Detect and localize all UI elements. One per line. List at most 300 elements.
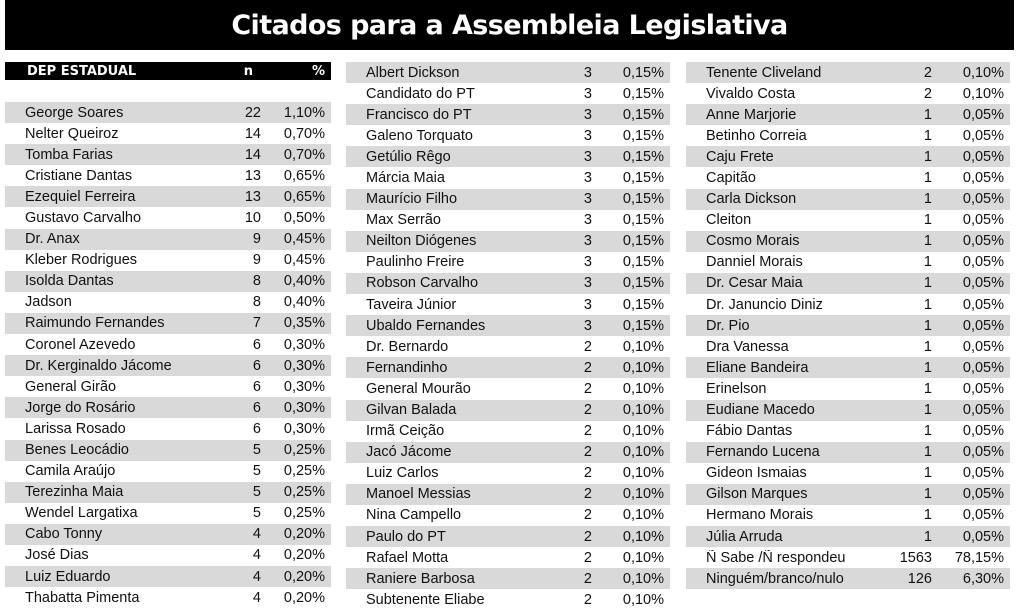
candidate-name: Ezequiel Ferreira	[25, 188, 136, 205]
candidate-name: Larissa Rosado	[25, 420, 126, 437]
table-rows	[5, 102, 331, 608]
candidate-name: Cleiton	[706, 212, 752, 229]
percent-value: 0,20%	[283, 547, 325, 564]
percent-value: 0,05%	[962, 402, 1004, 418]
percent-value: 0,20%	[283, 568, 325, 585]
candidate-name: Dr. Anax	[25, 231, 80, 248]
percent-value: 0,05%	[962, 338, 1004, 355]
table-row	[346, 294, 670, 315]
candidate-name: Dr. Cesar Maia	[706, 275, 803, 292]
candidate-name: Max Serrão	[366, 212, 441, 229]
candidate-name: Getúlio Rêgo	[366, 148, 451, 165]
table-row	[5, 440, 331, 461]
count-value: 3	[583, 233, 592, 250]
count-value: 1	[923, 423, 932, 440]
table-row	[346, 378, 670, 399]
candidate-name: Caju Frete	[706, 148, 774, 165]
table-row	[5, 229, 331, 250]
count-value: 6	[252, 378, 261, 395]
candidate-name: Danniel Morais	[706, 254, 803, 271]
count-value: 6	[252, 357, 261, 374]
candidate-name: Manoel Messias	[366, 486, 471, 503]
count-value: 1	[923, 317, 932, 334]
candidate-name: Maurício Filho	[366, 191, 458, 208]
table-row	[346, 526, 670, 547]
percent-value: 0,15%	[622, 148, 664, 165]
count-value: 2	[583, 380, 592, 397]
table-rows	[346, 62, 670, 610]
table-row	[5, 144, 331, 165]
count-value: 3	[583, 296, 592, 313]
percent-value: 0,10%	[622, 359, 664, 376]
count-value: 2	[583, 444, 592, 461]
percent-value: 0,30%	[283, 336, 325, 353]
header-pct: %	[311, 63, 325, 79]
candidate-name: Raniere Barbosa	[366, 570, 475, 587]
page-title: Citados para a Assembleia Legislativa	[5, 0, 1014, 50]
table-row	[346, 62, 670, 83]
percent-value: 0,15%	[622, 212, 664, 229]
candidate-name: Paulinho Freire	[366, 254, 465, 271]
percent-value: 0,05%	[962, 317, 1004, 334]
candidate-name: Kleber Rodrigues	[25, 252, 138, 269]
count-value: 4	[252, 547, 261, 564]
candidate-name: Ubaldo Fernandes	[366, 317, 486, 334]
count-value: 3	[583, 169, 592, 186]
percent-value: 0,15%	[622, 169, 664, 186]
percent-value: 0,05%	[962, 191, 1004, 208]
table-row	[5, 123, 331, 144]
percent-value: 0,20%	[283, 526, 325, 543]
table-row	[5, 461, 331, 482]
candidate-name: Subtenente Eliabe	[366, 591, 485, 608]
count-value: 1563	[899, 549, 932, 566]
percent-value: 0,05%	[962, 254, 1004, 271]
count-value: 3	[583, 275, 592, 292]
count-value: 3	[583, 106, 592, 123]
count-value: 2	[583, 528, 592, 545]
percent-value: 0,05%	[962, 444, 1004, 461]
header-n: n	[243, 63, 253, 79]
table-row	[686, 104, 1010, 125]
table-row	[686, 83, 1010, 104]
percent-value: 0,25%	[283, 484, 325, 501]
count-value: 1	[923, 359, 932, 376]
candidate-name: Raimundo Fernandes	[25, 315, 165, 332]
percent-value: 0,15%	[622, 85, 664, 102]
percent-value: 0,45%	[283, 252, 325, 269]
percent-value: 0,10%	[622, 570, 664, 587]
candidate-name: Coronel Azevedo	[25, 336, 136, 353]
table-row	[5, 587, 331, 608]
candidate-name: Eudiane Macedo	[706, 402, 815, 418]
table-row	[686, 231, 1010, 252]
table-row	[346, 357, 670, 378]
table-row	[5, 545, 331, 566]
candidate-name: General Girão	[25, 378, 117, 395]
count-value: 1	[923, 212, 932, 229]
table-row	[346, 189, 670, 210]
table-row	[686, 146, 1010, 167]
count-value: 5	[252, 484, 261, 501]
candidate-name: Hermano Morais	[706, 507, 814, 524]
table-row	[686, 421, 1010, 442]
table-row	[5, 524, 331, 545]
candidate-name: Dra Vanessa	[706, 338, 789, 355]
count-value: 4	[252, 589, 261, 606]
candidate-name: Candidato do PT	[366, 85, 475, 102]
count-value: 1	[923, 254, 932, 271]
candidate-name: Capitão	[706, 169, 756, 186]
percent-value: 0,05%	[962, 528, 1004, 545]
percent-value: 0,20%	[283, 589, 325, 606]
count-value: 3	[583, 127, 592, 144]
candidate-name: Anne Marjorie	[706, 106, 797, 123]
candidate-name: Dr. Kerginaldo Jácome	[25, 357, 172, 374]
candidate-name: Dr. Bernardo	[366, 338, 449, 355]
percent-value: 1,10%	[283, 104, 325, 121]
candidate-name: Tomba Farias	[25, 146, 113, 163]
percent-value: 0,15%	[622, 191, 664, 208]
count-value: 10	[244, 209, 261, 226]
percent-value: 0,10%	[622, 465, 664, 482]
percent-value: 0,15%	[622, 233, 664, 250]
percent-value: 0,05%	[962, 296, 1004, 313]
candidate-name: Fernandinho	[366, 359, 448, 376]
count-value: 2	[923, 64, 932, 81]
count-value: 9	[252, 252, 261, 269]
candidate-name: Rafael Motta	[366, 549, 449, 566]
table-row	[346, 505, 670, 526]
count-value: 6	[252, 399, 261, 416]
count-value: 2	[583, 549, 592, 566]
table-row	[686, 273, 1010, 294]
percent-value: 0,25%	[283, 463, 325, 480]
percent-value: 0,05%	[962, 233, 1004, 250]
count-value: 126	[907, 570, 932, 587]
candidate-name: Vivaldo Costa	[706, 85, 796, 102]
table-row	[346, 336, 670, 357]
table-row	[5, 102, 331, 123]
count-value: 8	[252, 273, 261, 290]
percent-value: 0,30%	[283, 357, 325, 374]
count-value: 13	[244, 188, 261, 205]
candidate-name: Wendel Largatixa	[25, 505, 138, 522]
percent-value: 0,25%	[283, 505, 325, 522]
count-value: 5	[252, 505, 261, 522]
count-value: 3	[583, 64, 592, 81]
percent-value: 0,15%	[622, 106, 664, 123]
percent-value: 0,05%	[962, 465, 1004, 482]
percent-value: 0,05%	[962, 359, 1004, 376]
candidate-name: Jadson	[25, 294, 72, 311]
table-row	[686, 526, 1010, 547]
count-value: 5	[252, 463, 261, 480]
table-row	[686, 252, 1010, 273]
table-row	[346, 315, 670, 336]
percent-value: 0,05%	[962, 148, 1004, 165]
table-row	[346, 484, 670, 505]
table-row	[686, 125, 1010, 146]
count-value: 1	[923, 148, 932, 165]
count-value: 1	[923, 486, 932, 503]
candidate-name: George Soares	[25, 104, 124, 121]
table-row	[346, 442, 670, 463]
table-column-3	[686, 62, 1010, 589]
count-value: 13	[244, 167, 261, 184]
percent-value: 0,10%	[622, 338, 664, 355]
table-row	[686, 210, 1010, 231]
table-row	[346, 231, 670, 252]
candidate-name: Gustavo Carvalho	[25, 209, 142, 226]
candidate-name: Cristiane Dantas	[25, 167, 133, 184]
table-row	[346, 146, 670, 167]
table-row	[346, 125, 670, 146]
percent-value: 0,10%	[962, 64, 1004, 81]
candidate-name: Fábio Dantas	[706, 423, 793, 440]
percent-value: 0,70%	[283, 125, 325, 142]
percent-value: 0,50%	[283, 209, 325, 226]
table-row	[686, 294, 1010, 315]
table-row	[346, 463, 670, 484]
candidate-name: Nina Campello	[366, 507, 462, 524]
table-row	[5, 186, 331, 207]
percent-value: 0,10%	[622, 486, 664, 503]
candidate-name: Isolda Dantas	[25, 273, 114, 290]
percent-value: 0,15%	[622, 254, 664, 271]
count-value: 2	[583, 423, 592, 440]
count-value: 3	[583, 212, 592, 229]
count-value: 3	[583, 191, 592, 208]
table-row	[346, 252, 670, 273]
percent-value: 0,10%	[622, 423, 664, 440]
count-value: 3	[583, 148, 592, 165]
percent-value: 0,05%	[962, 106, 1004, 123]
table-row	[5, 207, 331, 228]
table-row	[346, 568, 670, 589]
candidate-name: Fernando Lucena	[706, 444, 820, 461]
candidate-name: Benes Leocádio	[25, 442, 129, 458]
candidate-name: Júlia Arruda	[706, 528, 783, 545]
count-value: 6	[252, 336, 261, 353]
table-row	[346, 400, 670, 421]
percent-value: 6,30%	[962, 570, 1004, 587]
table-row	[686, 400, 1010, 421]
table-row	[686, 484, 1010, 505]
count-value: 1	[923, 275, 932, 292]
candidate-name: Dr. Pio	[706, 317, 750, 334]
candidate-name: Thabatta Pimenta	[25, 589, 140, 606]
table-row	[5, 418, 331, 439]
percent-value: 0,05%	[962, 507, 1004, 524]
table-row	[686, 442, 1010, 463]
percent-value: 0,30%	[283, 378, 325, 395]
table-row	[5, 292, 331, 313]
count-value: 3	[583, 254, 592, 271]
table-row	[346, 210, 670, 231]
count-value: 3	[583, 85, 592, 102]
percent-value: 0,35%	[283, 315, 325, 332]
table-header	[5, 62, 331, 80]
percent-value: 0,15%	[622, 317, 664, 334]
table-rows	[686, 62, 1010, 589]
candidate-name: Eliane Bandeira	[706, 359, 809, 376]
candidate-name: Gideon Ismaias	[706, 465, 807, 482]
table-row	[346, 421, 670, 442]
percent-value: 0,30%	[283, 420, 325, 437]
percent-value: 0,40%	[283, 294, 325, 311]
table-row	[5, 376, 331, 397]
table-row	[686, 463, 1010, 484]
table-row	[686, 62, 1010, 83]
candidate-name: Cabo Tonny	[25, 526, 103, 543]
candidate-name: Nelter Queiroz	[25, 125, 119, 142]
table-row	[686, 547, 1010, 568]
candidate-name: Jorge do Rosário	[25, 399, 136, 416]
count-value: 2	[583, 591, 592, 608]
table-column-2	[346, 62, 670, 610]
candidate-name: General Mourão	[366, 380, 471, 397]
count-value: 1	[923, 169, 932, 186]
table-row	[346, 104, 670, 125]
percent-value: 0,65%	[283, 188, 325, 205]
percent-value: 0,05%	[962, 127, 1004, 144]
percent-value: 0,40%	[283, 273, 325, 290]
percent-value: 0,05%	[962, 380, 1004, 397]
percent-value: 78,15%	[954, 549, 1004, 566]
candidate-name: Jacó Jácome	[366, 444, 452, 461]
count-value: 1	[923, 444, 932, 461]
percent-value: 0,70%	[283, 146, 325, 163]
candidate-name: Neilton Diógenes	[366, 233, 477, 250]
table-row	[5, 313, 331, 334]
percent-value: 0,10%	[622, 528, 664, 545]
count-value: 14	[244, 125, 261, 142]
candidate-name: Albert Dickson	[366, 64, 460, 81]
candidate-name: Paulo do PT	[366, 528, 446, 545]
count-value: 6	[252, 420, 261, 437]
table-row	[686, 568, 1010, 589]
count-value: 1	[923, 465, 932, 482]
count-value: 2	[583, 486, 592, 503]
candidate-name: Carla Dickson	[706, 191, 797, 208]
table-row	[346, 83, 670, 104]
percent-value: 0,05%	[962, 486, 1004, 503]
table-row	[686, 336, 1010, 357]
candidate-name: José Dias	[25, 547, 89, 564]
candidate-name: Camila Araújo	[25, 463, 116, 480]
count-value: 1	[923, 106, 932, 123]
candidate-name: Gilvan Balada	[366, 402, 457, 418]
table-row	[686, 189, 1010, 210]
candidate-name: Francisco do PT	[366, 106, 472, 123]
count-value: 4	[252, 568, 261, 585]
candidate-name: Ñ Sabe /Ñ respondeu	[706, 549, 846, 566]
percent-value: 0,10%	[622, 591, 664, 608]
table-row	[346, 167, 670, 188]
percent-value: 0,05%	[962, 423, 1004, 440]
header-name: DEP ESTADUAL	[27, 63, 137, 79]
table-row	[5, 482, 331, 503]
percent-value: 0,10%	[622, 549, 664, 566]
table-row	[686, 357, 1010, 378]
table-column-1	[5, 62, 331, 608]
percent-value: 0,10%	[622, 402, 664, 418]
percent-value: 0,15%	[622, 127, 664, 144]
count-value: 2	[583, 402, 592, 418]
percent-value: 0,65%	[283, 167, 325, 184]
candidate-name: Luiz Eduardo	[25, 568, 111, 585]
count-value: 2	[583, 507, 592, 524]
percent-value: 0,15%	[622, 64, 664, 81]
count-value: 7	[252, 315, 261, 332]
count-value: 1	[923, 528, 932, 545]
count-value: 2	[923, 85, 932, 102]
candidate-name: Luiz Carlos	[366, 465, 439, 482]
percent-value: 0,05%	[962, 169, 1004, 186]
percent-value: 0,10%	[622, 507, 664, 524]
candidate-name: Galeno Torquato	[366, 127, 473, 144]
candidate-name: Tenente Cliveland	[706, 64, 822, 81]
percent-value: 0,15%	[622, 296, 664, 313]
percent-value: 0,10%	[622, 380, 664, 397]
table-row	[5, 334, 331, 355]
count-value: 1	[923, 402, 932, 418]
candidate-name: Ninguém/branco/nulo	[706, 570, 844, 587]
count-value: 4	[252, 526, 261, 543]
percent-value: 0,10%	[962, 85, 1004, 102]
count-value: 1	[923, 127, 932, 144]
percent-value: 0,05%	[962, 275, 1004, 292]
candidate-name: Irmã Ceição	[366, 423, 445, 440]
table-row	[5, 566, 331, 587]
candidate-name: Gilson Marques	[706, 486, 808, 503]
count-value: 5	[252, 442, 261, 458]
count-value: 9	[252, 231, 261, 248]
table-row	[686, 315, 1010, 336]
table-row	[686, 378, 1010, 399]
count-value: 1	[923, 296, 932, 313]
table-row	[5, 165, 331, 186]
candidate-name: Terezinha Maia	[25, 484, 124, 501]
candidate-name: Taveira Júnior	[366, 296, 457, 313]
count-value: 3	[583, 317, 592, 334]
count-value: 1	[923, 380, 932, 397]
candidate-name: Márcia Maia	[366, 169, 445, 186]
percent-value: 0,30%	[283, 399, 325, 416]
count-value: 1	[923, 191, 932, 208]
count-value: 8	[252, 294, 261, 311]
candidate-name: Cosmo Morais	[706, 233, 800, 250]
table-row	[5, 397, 331, 418]
table-row	[686, 505, 1010, 526]
table-row	[686, 167, 1010, 188]
count-value: 22	[244, 104, 261, 121]
percent-value: 0,45%	[283, 231, 325, 248]
count-value: 14	[244, 146, 261, 163]
candidate-name: Betinho Correia	[706, 127, 807, 144]
count-value: 2	[583, 465, 592, 482]
table-row	[5, 503, 331, 524]
count-value: 1	[923, 233, 932, 250]
percent-value: 0,15%	[622, 275, 664, 292]
count-value: 2	[583, 338, 592, 355]
candidate-name: Dr. Januncio Diniz	[706, 296, 823, 313]
percent-value: 0,05%	[962, 212, 1004, 229]
candidate-name: Erinelson	[706, 380, 767, 397]
count-value: 1	[923, 338, 932, 355]
table-row	[5, 250, 331, 271]
